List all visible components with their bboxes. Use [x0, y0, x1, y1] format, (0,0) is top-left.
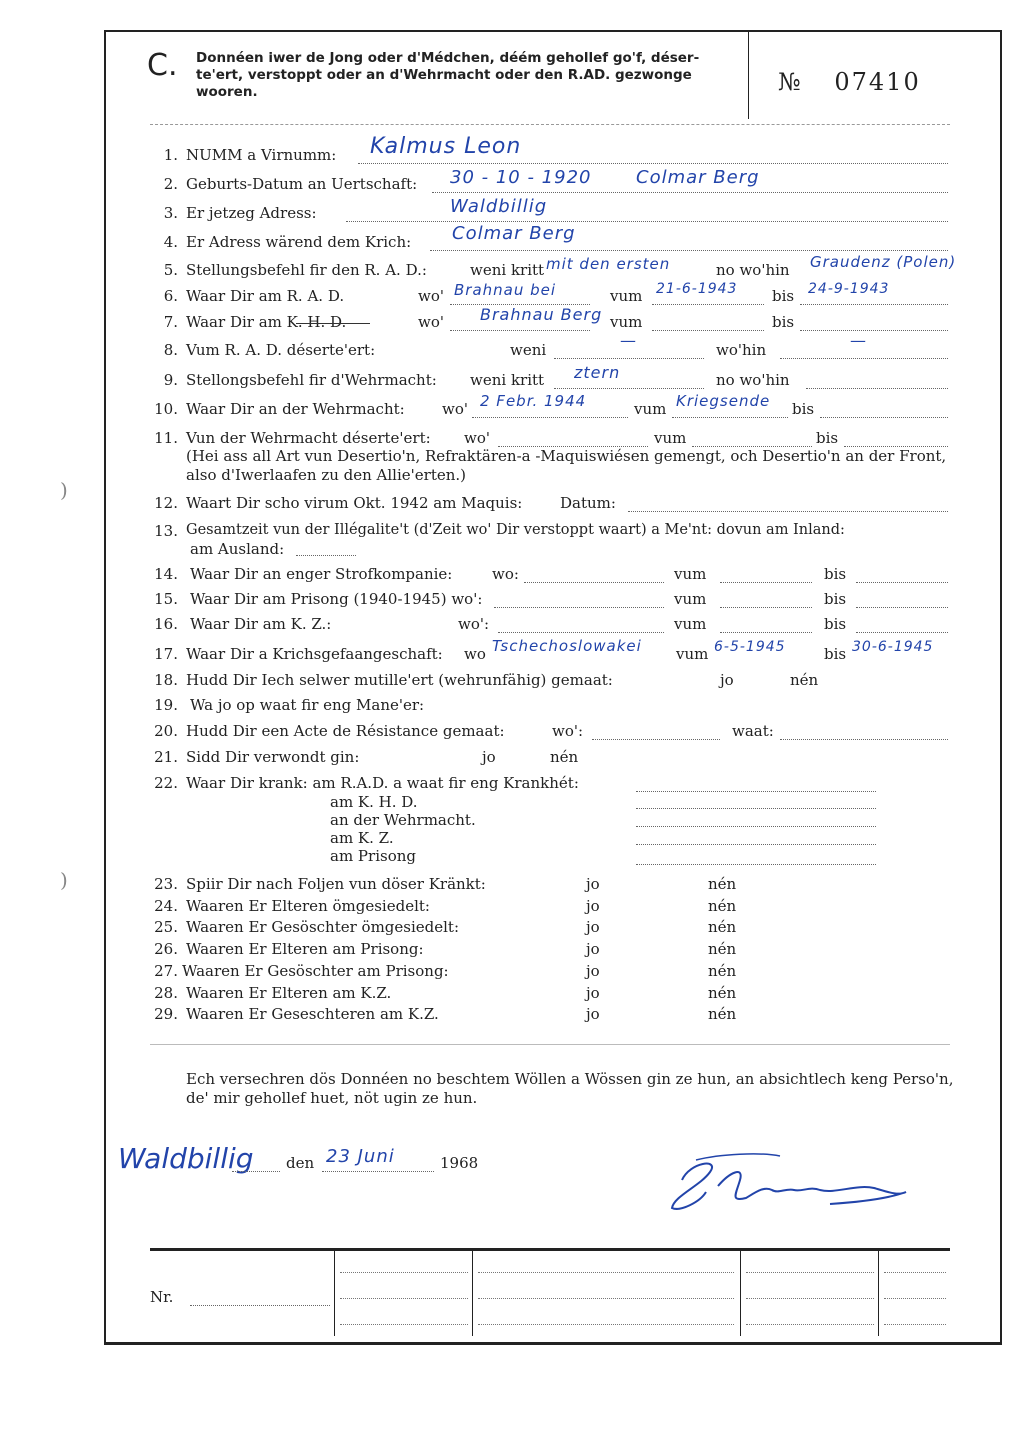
field-row-23 [150, 875, 970, 897]
yes-option[interactable]: jo [482, 748, 496, 766]
field-sublabel: bis [816, 429, 839, 447]
fill-line [340, 1272, 468, 1273]
field-sublabel: weni kritt [470, 261, 545, 279]
field-row-17 [150, 637, 970, 667]
row-number: 12. [154, 494, 178, 512]
field-label: Waart Dir scho virum Okt. 1942 am Maquis: [186, 494, 523, 512]
handwritten-khd-place: Brahnau Berg [480, 305, 603, 324]
field-label: Waar Dir a Krichsgefaangeschaft: [186, 645, 443, 663]
fill-line [636, 829, 876, 845]
fill-line [190, 1290, 330, 1306]
fill-line [592, 724, 720, 740]
field-label: Sidd Dir verwondt gin: [186, 748, 360, 766]
document-number [778, 68, 921, 96]
no-option[interactable]: nén [708, 875, 737, 893]
illness-sublabel-wehrmacht: an der Wehrmacht. [330, 811, 476, 829]
handwritten-name: Kalmus Leon [370, 134, 522, 159]
field-sublabel: no wo'hin [716, 261, 790, 279]
date-year: 1968 [440, 1154, 479, 1172]
handwritten-rad-from: 21-6-1943 [656, 281, 738, 297]
field-label: Waaren Er Elteren am K.Z. [186, 984, 392, 1002]
yes-option[interactable]: jo [586, 1005, 600, 1023]
handwritten-birthdate: 30 - 10 - 1920 [450, 167, 592, 188]
field-row-14 [150, 565, 970, 587]
header-divider [748, 32, 749, 119]
row-number: 4. [163, 233, 178, 251]
field-label: Waar Dir krank: am R.A.D. a waat fir eng Krankhét: [186, 774, 579, 792]
fill-line [628, 496, 948, 512]
handwritten-dash: — [850, 331, 867, 350]
no-option[interactable]: nén [790, 671, 819, 689]
handwritten-pow-from: 6-5-1945 [714, 639, 786, 655]
row-number: 22. [154, 774, 178, 792]
no-option[interactable]: nén [550, 748, 579, 766]
row-number: 21. [154, 748, 178, 766]
field-row-25 [150, 918, 970, 940]
row-number: 20. [154, 722, 178, 740]
fill-line [856, 592, 948, 608]
fill-line [746, 1324, 874, 1325]
handwritten-birthplace: Colmar Berg [636, 167, 760, 188]
row-number: 13. [154, 522, 178, 540]
row-number: 15. [154, 590, 178, 608]
field-label: Stellongsbefehl fir d'Wehrmacht: [186, 371, 437, 389]
handwritten-wehrmacht-from: Kriegsende [676, 392, 771, 410]
fill-line [780, 724, 948, 740]
fill-line [636, 776, 876, 792]
yes-option[interactable]: jo [586, 962, 600, 980]
field-label: Er Adress wärend dem Krich: [186, 233, 412, 251]
fill-line [636, 793, 876, 809]
fill-line [884, 1298, 946, 1299]
field-sublabel: vum [634, 400, 667, 418]
field-sublabel: wo: [492, 565, 519, 583]
fill-line [720, 592, 812, 608]
footer-table [334, 1250, 950, 1336]
strikethrough-line [296, 323, 370, 324]
field-label: Waaren Er Gesöschter am Prisong: [182, 962, 449, 980]
fill-line [746, 1272, 874, 1273]
field-sublabel: weni kritt [470, 371, 545, 389]
field-label: Wa jo op waat fir eng Mane'er: [190, 696, 425, 714]
field-row-4 [150, 223, 970, 255]
field-label: Vun der Wehrmacht déserte'ert: [186, 429, 431, 447]
fill-line [844, 431, 948, 447]
handwritten-wehrmacht-order: ztern [574, 363, 621, 382]
punch-hole-mark: ) [60, 478, 68, 502]
no-option[interactable]: nén [708, 962, 737, 980]
row-number: 8. [163, 341, 178, 359]
row-number: 24. [154, 897, 178, 915]
fill-line [820, 402, 948, 418]
field-sublabel: vum [674, 590, 707, 608]
field-row-21 [150, 748, 970, 770]
fill-line [720, 617, 812, 633]
row-number: 27. [154, 962, 178, 980]
number-sign: № [778, 68, 803, 96]
row-number: 25. [154, 918, 178, 936]
footer-col-divider [334, 1250, 335, 1336]
field-label: Waar Dir am R. A. D. [186, 287, 345, 305]
field-sublabel: bis [772, 287, 795, 305]
fill-line [800, 315, 948, 331]
yes-option[interactable]: jo [586, 940, 600, 958]
row-number: 26. [154, 940, 178, 958]
row-number: 28. [154, 984, 178, 1002]
fill-line [806, 373, 948, 389]
field-sublabel: bis [824, 615, 847, 633]
handwritten-rad-destination: Graudenz (Polen) [810, 253, 957, 271]
field-sublabel: bis [824, 590, 847, 608]
yes-option[interactable]: jo [586, 918, 600, 936]
row-number: 18. [154, 671, 178, 689]
field-sublabel: wo' [442, 400, 468, 418]
yes-option[interactable]: jo [586, 984, 600, 1002]
field-row-27 [150, 962, 970, 984]
illness-sublabel-khd: am K. H. D. [330, 793, 418, 811]
number-value: 07410 [834, 68, 921, 96]
fill-line [478, 1298, 734, 1299]
row-number: 16. [154, 615, 178, 633]
field-row-24 [150, 897, 970, 919]
row-number: 11. [154, 429, 178, 447]
fill-line [856, 617, 948, 633]
field-label: Er jetzeg Adress: [186, 204, 317, 222]
fill-line [856, 567, 948, 583]
row-number: 7. [163, 313, 178, 331]
row-number: 19. [154, 696, 178, 714]
footer-nr-label: Nr. [150, 1288, 174, 1306]
field-label: Gesamtzeit vun der Illégalite't (d'Zeit wo' Dir verstoppt waart) a Me'nt: dovun am Inland: [186, 522, 845, 538]
fill-line [478, 1272, 734, 1273]
field-row-8 [150, 331, 970, 363]
field-sublabel: wo' [464, 429, 490, 447]
field-label: Waar Dir an enger Strofkompanie: [190, 565, 453, 583]
fill-line [494, 592, 664, 608]
field-row-7 [150, 305, 970, 335]
field-label: Waaren Er Elteren am Prisong: [186, 940, 424, 958]
fill-line [720, 567, 812, 583]
fill-line [636, 849, 876, 865]
field-label: Waar Dir am K. Z.: [190, 615, 332, 633]
field-row-9 [150, 363, 970, 393]
field-sublabel: wo [464, 645, 486, 663]
field-row-12 [150, 494, 970, 516]
field-sublabel: wo' [418, 287, 444, 305]
illness-sublabel-kz: am K. Z. [330, 829, 394, 847]
field-row-28 [150, 984, 970, 1006]
field-row-1 [150, 134, 970, 168]
field-label: Waar Dir am Prisong (1940-1945) wo': [190, 590, 483, 608]
row-number: 1. [163, 146, 178, 164]
section-separator [150, 1044, 950, 1045]
field-sublabel: vum [674, 615, 707, 633]
field-sublabel: bis [792, 400, 815, 418]
fill-line [478, 1324, 734, 1325]
section-title: Donnéen iwer de Jong oder d'Médchen, déém gehollef go'f, déser-te'ert, verstoppt oder an d'Wehrmacht oder den R.AD. gezwonge wooren. [196, 50, 700, 100]
no-option[interactable]: nén [708, 918, 737, 936]
field-row-20 [150, 722, 970, 744]
fill-line [340, 1298, 468, 1299]
handwritten-rad-to: 24-9-1943 [808, 281, 890, 297]
row-13-sublabel: am Ausland: [190, 540, 285, 558]
fill-line [746, 1298, 874, 1299]
field-sublabel: weni [510, 341, 547, 359]
field-row-5 [150, 253, 970, 283]
fill-line [884, 1272, 946, 1273]
field-sublabel: vum [674, 565, 707, 583]
field-sublabel: no wo'hin [716, 371, 790, 389]
footer-col-divider [740, 1250, 741, 1336]
punch-hole-mark: ) [60, 868, 68, 892]
section-letter: C. [147, 48, 178, 83]
field-sublabel: vum [610, 287, 643, 305]
handwritten-wehrmacht-date: 2 Febr. 1944 [480, 392, 587, 410]
field-row-26 [150, 940, 970, 962]
handwritten-pow-place: Tschechoslowakei [492, 637, 642, 655]
field-row-2 [150, 167, 970, 197]
field-label: Hudd Dir Iech selwer mutille'ert (wehrunfähig) gemaat: [186, 671, 613, 689]
fill-line [692, 431, 812, 447]
no-option[interactable]: nén [708, 940, 737, 958]
row-number: 2. [163, 175, 178, 193]
field-label: Waaren Er Gesöschter ömgesiedelt: [186, 918, 460, 936]
fill-line [498, 431, 648, 447]
fill-line [232, 1156, 280, 1172]
row-number: 29. [154, 1005, 178, 1023]
field-label: Vum R. A. D. déserte'ert: [186, 341, 376, 359]
illness-sublabel-prison: am Prisong [330, 847, 416, 865]
field-sublabel: vum [610, 313, 643, 331]
date-den-label: den [286, 1154, 315, 1172]
handwritten-rad-order: mit den ersten [546, 255, 671, 273]
yes-option[interactable]: jo [586, 897, 600, 915]
field-label: Waaren Er Geseschteren am K.Z. [186, 1005, 439, 1023]
field-row-16 [150, 615, 970, 637]
handwritten-address: Waldbillig [450, 196, 548, 217]
field-label: Hudd Dir een Acte de Résistance gemaat: [186, 722, 505, 740]
fill-line [346, 206, 948, 222]
handwritten-war-address: Colmar Berg [452, 223, 576, 244]
row-number: 5. [163, 261, 178, 279]
handwritten-dash: — [620, 331, 637, 350]
field-row-19 [150, 696, 970, 718]
field-sublabel: vum [654, 429, 687, 447]
row-number: 23. [154, 875, 178, 893]
field-sublabel: Datum: [560, 494, 616, 512]
footer-col-divider [472, 1250, 473, 1336]
no-option[interactable]: nén [708, 897, 737, 915]
field-sublabel: bis [824, 645, 847, 663]
field-row-18 [150, 671, 970, 693]
field-sublabel: wo'hin [716, 341, 767, 359]
handwritten-pow-to: 30-6-1945 [852, 639, 934, 655]
yes-option[interactable]: jo [586, 875, 600, 893]
field-label: Spiir Dir nach Foljen vun döser Kränkt: [186, 875, 486, 893]
field-sublabel: waat: [732, 722, 774, 740]
field-row-10 [150, 392, 970, 422]
field-sublabel: wo': [458, 615, 490, 633]
field-label: Geburts-Datum an Uertschaft: [186, 175, 418, 193]
fill-line [884, 1324, 946, 1325]
field-label: Waar Dir am K. H. D. [186, 313, 347, 331]
handwritten-rad-place: Brahnau bei [454, 281, 557, 299]
signature [660, 1150, 920, 1220]
yes-option[interactable]: jo [720, 671, 734, 689]
field-label: Waar Dir an der Wehrmacht: [186, 400, 405, 418]
row-number: 6. [163, 287, 178, 305]
field-label: Stellungsbefehl fir den R. A. D.: [186, 261, 427, 279]
field-sublabel: wo' [418, 313, 444, 331]
row-number: 3. [163, 204, 178, 222]
field-sublabel: bis [772, 313, 795, 331]
row-number: 17. [154, 645, 178, 663]
handwritten-day: 23 Juni [326, 1146, 395, 1167]
field-sublabel: vum [676, 645, 709, 663]
field-row-29 [150, 1005, 970, 1027]
header-rule [150, 124, 950, 125]
field-row-15 [150, 590, 970, 612]
fill-line [296, 540, 356, 556]
field-label: NUMM a Virnumm: [186, 146, 337, 164]
fill-line [652, 315, 764, 331]
row-number: 14. [154, 565, 178, 583]
no-option[interactable]: nén [708, 1005, 737, 1023]
fill-line [340, 1324, 468, 1325]
no-option[interactable]: nén [708, 984, 737, 1002]
fill-line [636, 811, 876, 827]
row-11-note: (Hei ass all Art vun Desertio'n, Refraktären-a -Maquiswiésen gemengt, och Desertio'n an der Front, also d'Iwerlaafen zu den Allie'erten.) [186, 447, 947, 484]
field-label: Waaren Er Elteren ömgesiedelt: [186, 897, 430, 915]
field-sublabel: wo': [552, 722, 584, 740]
row-number: 9. [163, 371, 178, 389]
fill-line [498, 617, 664, 633]
field-sublabel: bis [824, 565, 847, 583]
row-number: 10. [154, 400, 178, 418]
handwritten-place: Waldbillig [118, 1142, 254, 1175]
declaration-text: Ech versechren dös Donnéen no beschtem Wöllen a Wössen gin ze hun, an absichtlech keng Perso'n, de' mir gehollef huet, nöt ugin ze hun. [186, 1070, 954, 1107]
footer-col-divider [878, 1250, 879, 1336]
fill-line [524, 567, 664, 583]
